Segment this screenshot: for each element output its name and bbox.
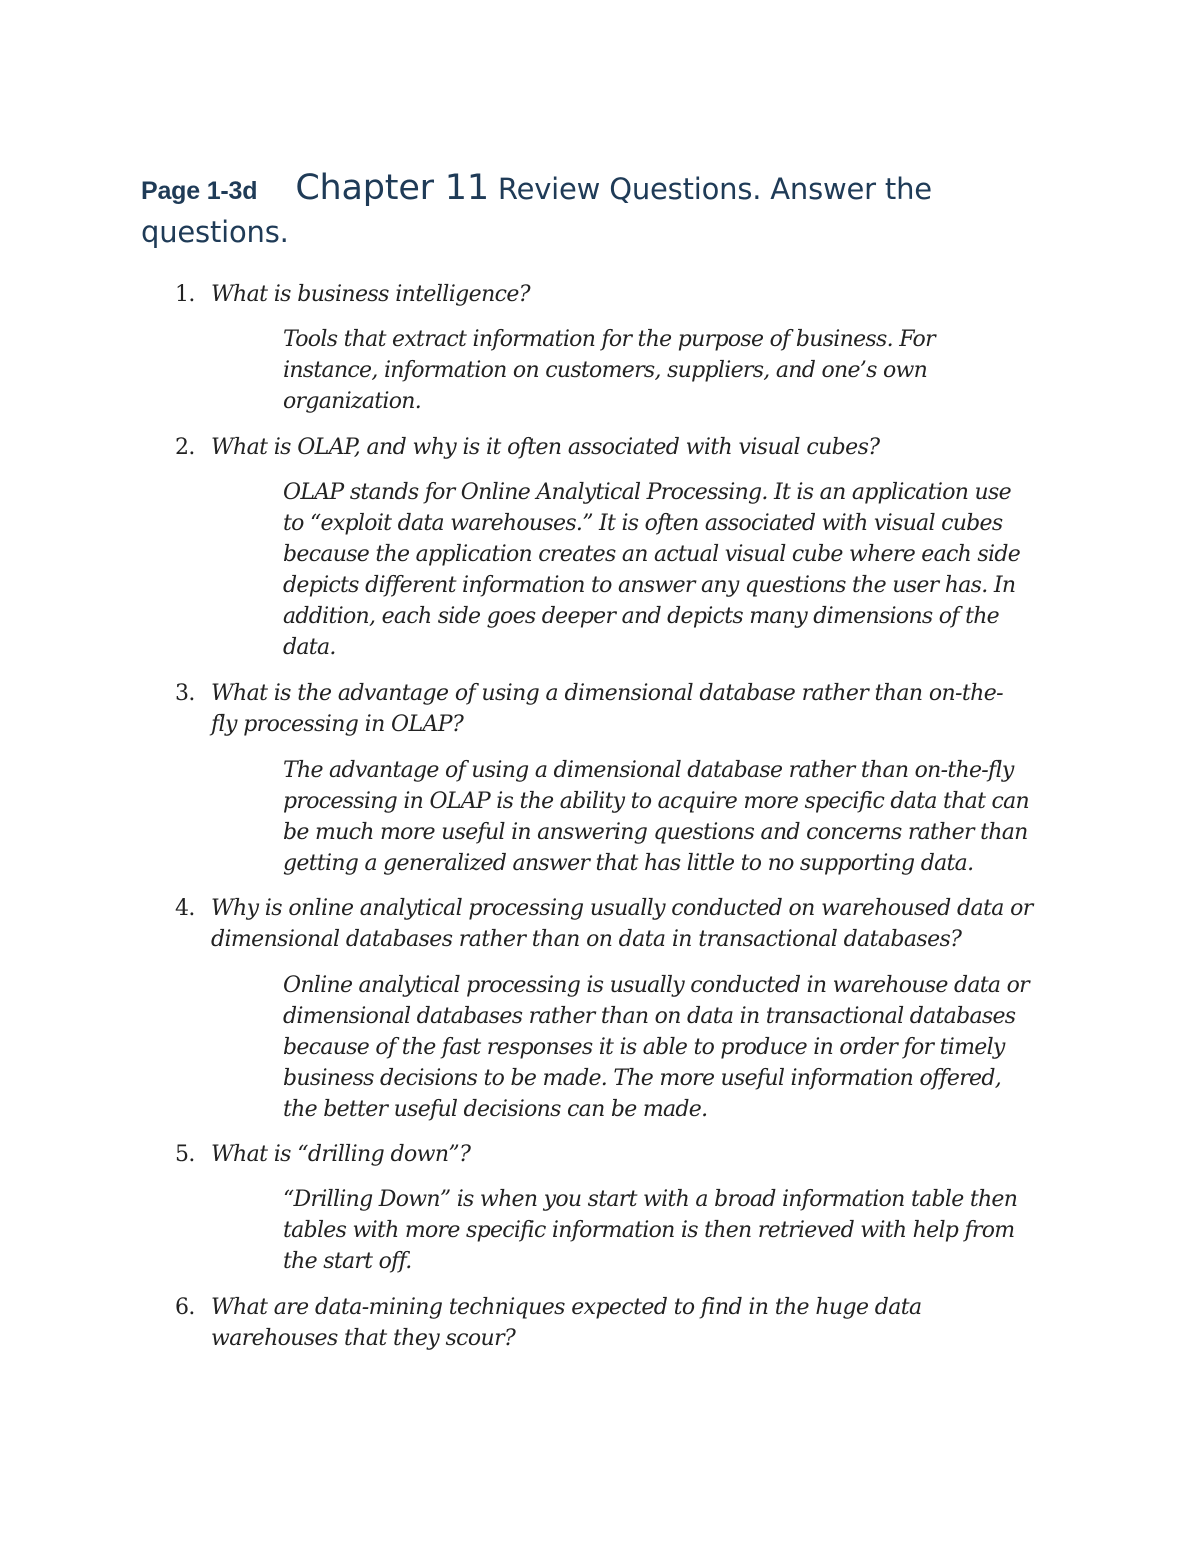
question-number: 3.: [175, 681, 195, 706]
question-3: [175, 678, 1075, 740]
page-heading: [141, 168, 1041, 253]
answer-line: dimensional databases rather than on data in transactional databases: [283, 1004, 1016, 1029]
answer-line: addition, each side goes deeper and depicts many dimensions of the: [283, 604, 1000, 629]
question-line: What is business intelligence?: [211, 282, 530, 307]
page-label: Page 1-3d: [141, 177, 258, 205]
question-line: What is “drilling down”?: [211, 1142, 471, 1167]
answer-line: instance, information on customers, suppliers, and one’s own: [283, 358, 928, 383]
answer-line: The advantage of using a dimensional database rather than on-the-fly: [283, 758, 1014, 783]
question-1: [175, 279, 1075, 310]
question-line: dimensional databases rather than on data in transactional databases?: [211, 927, 962, 952]
answer-5: [283, 1184, 1073, 1277]
answer-line: getting a generalized answer that has little to no supporting data.: [283, 851, 974, 876]
answer-line: the better useful decisions can be made.: [283, 1097, 708, 1122]
question-5: [175, 1139, 1075, 1170]
answer-line: Tools that extract information for the purpose of business. For: [283, 327, 935, 352]
answer-line: Online analytical processing is usually conducted in warehouse data or: [283, 973, 1029, 998]
question-line: What are data-mining techniques expected to find in the huge data: [211, 1295, 922, 1320]
answer-line: depicts different information to answer any questions the user has. In: [283, 573, 1016, 598]
question-text: [211, 678, 1071, 740]
question-text: [211, 893, 1071, 955]
heading-text-line1: Review Questions. Answer the: [488, 172, 932, 206]
question-text: [211, 1139, 1071, 1170]
answer-line: OLAP stands for Online Analytical Processing. It is an application use: [283, 480, 1011, 505]
question-number: 4.: [175, 896, 195, 921]
answer-line: because the application creates an actual visual cube where each side: [283, 542, 1021, 567]
question-number: 5.: [175, 1142, 195, 1167]
question-6: [175, 1292, 1075, 1354]
question-line: What is the advantage of using a dimensional database rather than on-the-: [211, 681, 1003, 706]
question-line: warehouses that they scour?: [211, 1326, 516, 1351]
question-text: [211, 1292, 1071, 1354]
chapter-label: Chapter 11: [295, 168, 489, 208]
answer-line: business decisions to be made. The more useful information offered,: [283, 1066, 1002, 1091]
question-text: [211, 279, 1071, 310]
answer-line: “Drilling Down” is when you start with a broad information table then: [283, 1187, 1018, 1212]
question-number: 1.: [175, 282, 195, 307]
heading-text-line2: questions.: [141, 215, 289, 249]
answer-line: because of the fast responses it is able to produce in order for timely: [283, 1035, 1005, 1060]
answer-line: tables with more specific information is then retrieved with help from: [283, 1218, 1015, 1243]
answer-4: [283, 970, 1073, 1125]
answer-line: processing in OLAP is the ability to acquire more specific data that can: [283, 789, 1030, 814]
answer-2: [283, 477, 1073, 663]
answer-line: data.: [283, 635, 336, 660]
answer-line: to “exploit data warehouses.” It is often associated with visual cubes: [283, 511, 1003, 536]
question-2: [175, 432, 1075, 463]
answer-line: the start off.: [283, 1249, 412, 1274]
question-line: What is OLAP, and why is it often associated with visual cubes?: [211, 435, 880, 460]
question-4: [175, 893, 1075, 955]
question-number: 6.: [175, 1295, 195, 1320]
answer-line: be much more useful in answering questions and concerns rather than: [283, 820, 1028, 845]
question-line: fly processing in OLAP?: [211, 712, 464, 737]
answer-1: [283, 324, 1073, 417]
question-line: Why is online analytical processing usually conducted on warehoused data or: [211, 896, 1033, 921]
answer-line: organization.: [283, 389, 422, 414]
answer-3: [283, 755, 1073, 879]
question-number: 2.: [175, 435, 195, 460]
question-text: [211, 432, 1071, 463]
